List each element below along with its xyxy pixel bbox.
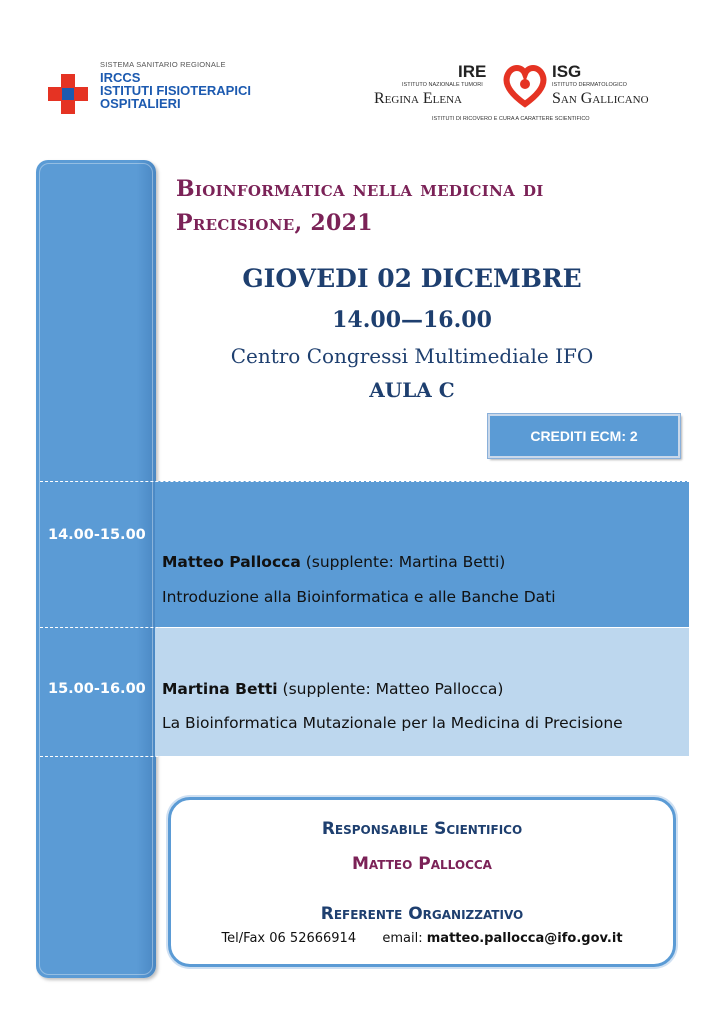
credits-badge: CREDITI ECM: 2 xyxy=(488,414,680,458)
partners-footer-label: ISTITUTI DI RICOVERO E CURA A CARATTERE SCIENTIFICO xyxy=(432,116,590,122)
email-link[interactable]: matteo.pallocca@ifo.gov.it xyxy=(426,931,623,946)
isg-acronym: ISG xyxy=(552,62,582,81)
scientific-lead-name: Matteo Pallocca xyxy=(352,854,492,874)
schedule-time-2: 15.00-16.00 xyxy=(48,681,146,697)
email-label: email: xyxy=(382,931,427,946)
divider xyxy=(40,481,690,482)
schedule-talk-2: La Bioinformatica Mutazionale per la Medicina di Precisione xyxy=(162,714,623,732)
organizer-label: Referente Organizzativo xyxy=(320,904,524,924)
isg-subtitle: ISTITUTO DERMATOLOGICO xyxy=(552,82,627,88)
logo-system-label: SISTEMA SANITARIO REGIONALE xyxy=(100,60,226,69)
event-date: GIOVEDI 02 DICEMBRE xyxy=(242,264,582,293)
ifo-logo xyxy=(48,60,278,120)
schedule-talk-1: Introduzione alla Bioinformatica e alle Banche Dati xyxy=(162,588,556,606)
schedule-speaker-1: Matteo Pallocca (supplente: Martina Betti) xyxy=(162,553,506,571)
schedule-speaker-2: Martina Betti (supplente: Matteo Pallocca) xyxy=(162,680,504,698)
schedule-time-1: 14.00-15.00 xyxy=(48,527,146,543)
contact-details xyxy=(168,931,676,946)
event-venue: Centro Congressi Multimediale IFO xyxy=(230,344,594,368)
event-time: 14.00—16.00 xyxy=(332,307,492,333)
red-cross-icon xyxy=(48,74,88,114)
ire-subtitle: ISTITUTO NAZIONALE TUMORI xyxy=(402,82,483,88)
divider xyxy=(40,627,690,628)
ire-acronym: IRE xyxy=(458,62,487,81)
isg-name: San Gallicano xyxy=(552,90,649,107)
event-title: Bioinformatica nella medicina di Precisione, 2021 xyxy=(176,176,544,236)
logo-institute-name: IRCCS ISTITUTI FISIOTERAPICI OSPITALIERI xyxy=(100,70,251,111)
sidebar-bar xyxy=(36,160,156,978)
event-room: AULA C xyxy=(369,378,455,402)
phone-label: Tel/Fax 06 52666914 xyxy=(221,931,357,946)
ire-name: Regina Elena xyxy=(374,90,462,107)
ire-isg-logo xyxy=(372,60,682,130)
scientific-lead-label: Responsabile Scientifico xyxy=(321,819,523,839)
divider xyxy=(40,756,690,757)
heart-emblem-icon xyxy=(500,60,550,110)
